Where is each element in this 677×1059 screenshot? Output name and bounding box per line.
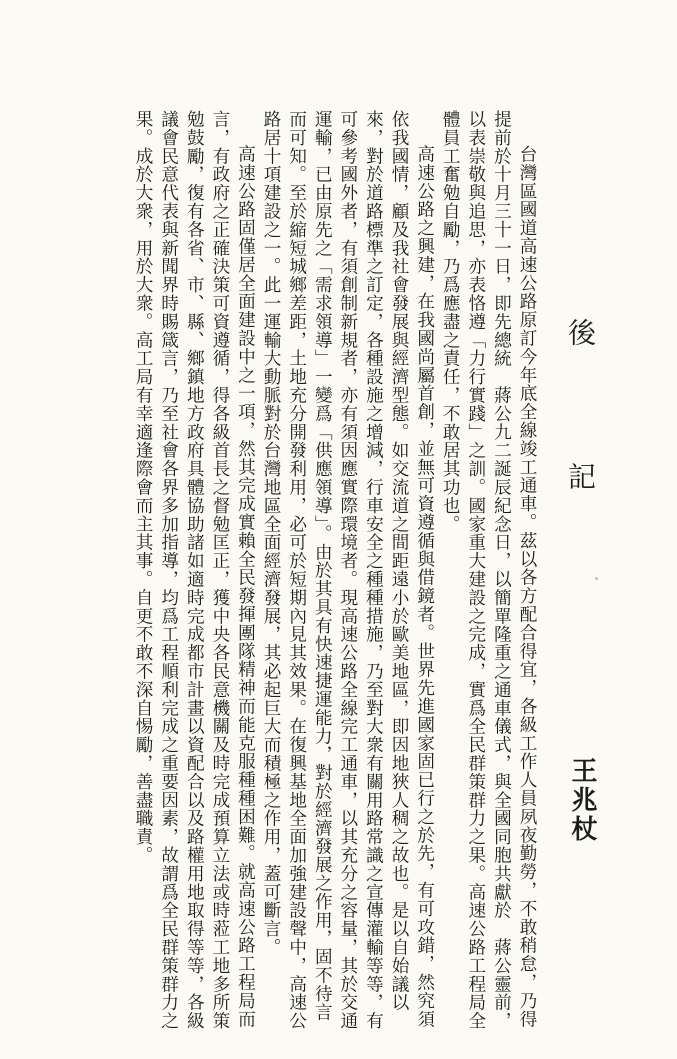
body-text [130,110,540,1030]
page-title: 後 記 [564,318,597,534]
author-signature: 王兆杖 [567,757,597,844]
paper-speck [595,577,598,580]
paragraph-3: 高速公路固僅居全面建設中之一項，然其完成實賴全民發揮團隊精神而能克服種種困難。就高速公路工程局而言，有政府之正確決策可資遵循，得各級首長之督勉匡正，獲中央各民意機關及時完成預算立法或時蒞工地多所策勉鼓勵，復有各省、市、縣、鄉鎮地方政府具體協助諸如適時完成都市計畫以資配合以及路權用地取得等等，各級議會民意代表與新聞界時賜箴言，乃至社會各界多加指導，均爲工程順利完成之重要因素，故謂爲全民群策群力之果。成於大衆，用於大衆。高工局有幸適逢際會而主其事。自更不敢不深自惕勵，善盡職責。 [133,110,256,1030]
paragraph-1: 台灣區國道高速公路原訂今年底全線竣工通車。茲以各方配合得宜，各級工作人員夙夜勤勞，不敢稍怠，乃得提前於十月三十一日，即先總統 蔣公九二誕辰紀念日，以簡單隆重之通車儀式，與全國同胞共獻於 蔣公靈前，以表崇敬與追思，亦表恪遵「力行實踐」之訓。國家重大建設之完成，實爲全民群策群力之果。高速公路工程局全體員工奮勉自勵，乃爲應盡之責任，不敢居其功也。 [440,110,537,1030]
paragraph-2: 高速公路之興建，在我國尚屬首創，並無可資遵循與借鏡者。世界先進國家固已行之於先，有可攻錯，然究須依我國情，顧及我社會發展與經濟型態。如交流道之間距遠小於歐美地區，即因地狹人稠之故也。是以自始議以來，對於道路標準之訂定，各種設施之增減，行車安全之種種措施，乃至對大衆有關用路常識之宣傳灌輸等等，有可參考國外者，有須創制新規者，亦有須因應實際環境者。現高速公路全線完工通車，以其充分之容量，其於交通運輸，已由原先之「需求領導」一變爲「供應領導」。由於其具有快速捷運能力，對於經濟發展之作用，固不待言而可知。至於縮短城鄉差距，土地充分開發利用，必可於短期內見其效果。在復興基地全面加強建設聲中，高速公路居十項建設之一。此一運輸大動脈對於台灣地區全面經濟發展，其必起巨大而積極之作用，蓋可斷言。 [261,110,435,1030]
